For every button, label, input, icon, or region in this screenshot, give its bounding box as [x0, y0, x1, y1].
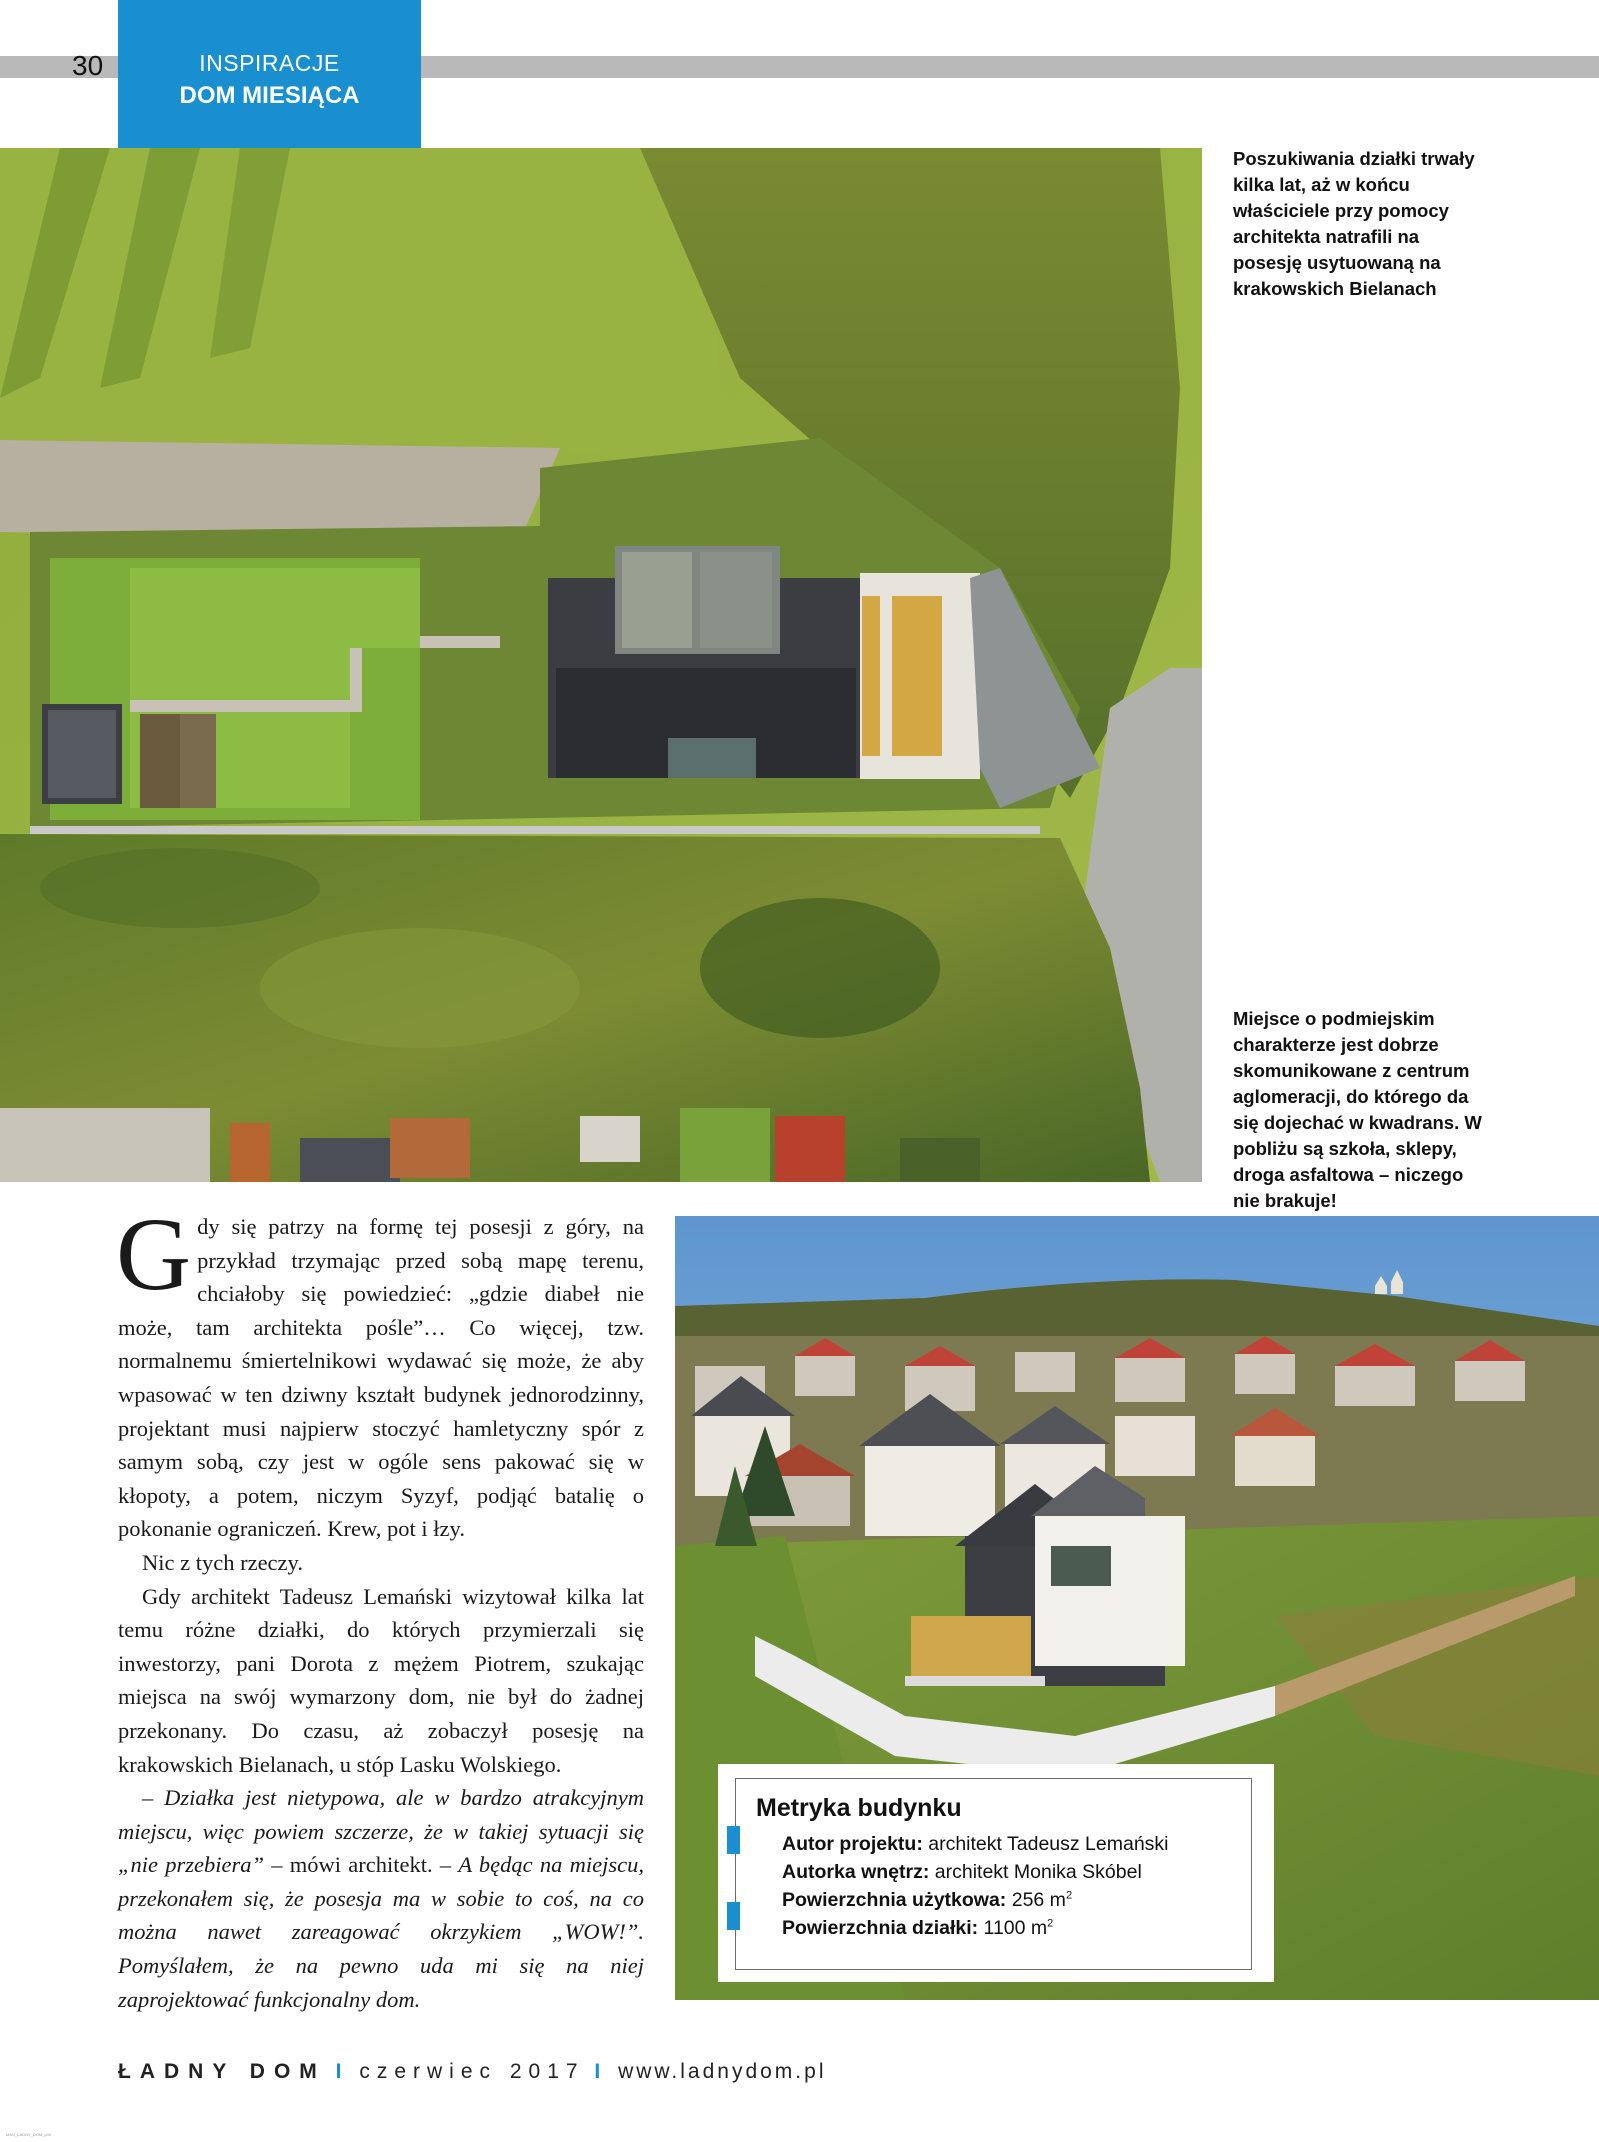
- photo-caption-bottom: Miejsce o podmiejskim charakterze jest dobrze skomunikowane z centrum aglomeracji, do którego da się dojechać w kwadrans. W pobliżu są szkoła, sklepy, droga asfaltowa – niczego nie brakuje!: [1233, 1008, 1482, 1211]
- quote-part-1: – Działka jest nietypowa, ale w bardzo atrakcyjnym miejscu, więc powiem szczerze, że w takiej sytuacji się „nie przebiera”: [118, 1785, 644, 1878]
- aerial-photo-illustration: [0, 148, 1202, 1182]
- footer-issue-date: czerwiec 2017: [359, 2060, 585, 2083]
- page-number: 30: [72, 50, 104, 81]
- building-facts-box: [718, 1764, 1274, 1982]
- section-tab: [118, 0, 421, 148]
- facts-row-plot-area: [782, 1917, 1053, 1940]
- section-title: DOM MIESIĄCA: [179, 82, 360, 109]
- article-paragraph-2: Nic z tych rzeczy.: [142, 1549, 303, 1575]
- aerial-photo: [0, 148, 1202, 1182]
- facts-marker-1: [727, 1826, 740, 1854]
- usable-area-value: 256 m: [1006, 1889, 1066, 1911]
- interior-label: Autorka wnętrz:: [782, 1861, 930, 1883]
- photo-caption-top: Poszukiwania działki trwały kilka lat, aż w końcu właściciele przy pomocy architekta natrafili na posesję usytuowaną na krakowskich Bielanach: [1233, 148, 1475, 299]
- plot-area-value: 1100 m: [978, 1917, 1048, 1939]
- facts-marker-2: [727, 1902, 740, 1930]
- footer-magazine-name: ŁADNY DOM: [118, 2060, 326, 2083]
- quote-part-2: A będąc na miejscu, przekonałem się, że posesja ma w sobie to coś, na co można nawet zareagować okrzykiem „WOW!”. Pomyślałem, że na pewno uda mi się na niej zaprojektować funkcjonalny dom.: [118, 1852, 644, 2012]
- facts-title: Metryka budynku: [756, 1794, 962, 1822]
- facts-row-interior: [782, 1861, 1142, 1884]
- footer-separator-1: I: [335, 2060, 342, 2083]
- facts-row-author: [782, 1833, 1169, 1856]
- footer-website-link[interactable]: www.ladnydom.pl: [618, 2060, 827, 2083]
- article-paragraph-3: Gdy architekt Tadeusz Lemański wizytował kilka lat temu różne działki, do których przymierzali się inwestorzy, pani Dorota z mężem Piotrem, szukając miejsca na swój wymarzony dom, nie był do żadnej przekonany. Do czasu, aż zobaczył posesję na krakowskich Bielanach, u stóp Lasku Wolskiego.: [118, 1583, 644, 1777]
- article-paragraph-1-text: dy się patrzy na formę tej posesji z góry, na przykład trzymając przed sobą mapę terenu, chciałoby się powiedzieć: „gdzie diabeł nie może, tam architekta pośle”… Co więcej, tzw. normalnemu śmiertelnikowi wydawać się może, że aby wpasować w ten dziwny kształt budynek jednorodzinny, projektant musi najpierw stoczyć hamletyczny spór z samym sobą, czy jest w ogóle sens pakować się w kłopoty, a potem, niczym Syzyf, podjąć batalię o pokonanie ograniczeń. Krew, pot i łzy.: [118, 1214, 644, 1542]
- article-quote-paragraph: [118, 1781, 644, 2016]
- plot-area-label: Powierzchnia działki:: [782, 1917, 979, 1939]
- section-category: INSPIRACJE: [199, 50, 340, 76]
- usable-area-unit-sup: 2: [1065, 1889, 1073, 1902]
- facts-row-usable-area: [782, 1889, 1072, 1912]
- quote-attribution: – mówi architekt. –: [264, 1852, 459, 1878]
- author-label: Autor projektu:: [782, 1833, 923, 1855]
- footer: [118, 2060, 826, 2084]
- plot-area-unit-sup: 2: [1047, 1917, 1054, 1930]
- footer-separator-2: I: [594, 2060, 601, 2083]
- usable-area-label: Powierzchnia użytkowa:: [782, 1889, 1007, 1911]
- drop-cap: G: [116, 1197, 192, 1312]
- article-body: [116, 1197, 644, 2016]
- interior-value: architekt Monika Skóbel: [929, 1861, 1142, 1883]
- print-credit: MAG_LADNY_DOM_p30: [6, 2132, 52, 2137]
- author-value: architekt Tadeusz Lemański: [922, 1833, 1169, 1855]
- article-paragraph-1: [116, 1197, 644, 1546]
